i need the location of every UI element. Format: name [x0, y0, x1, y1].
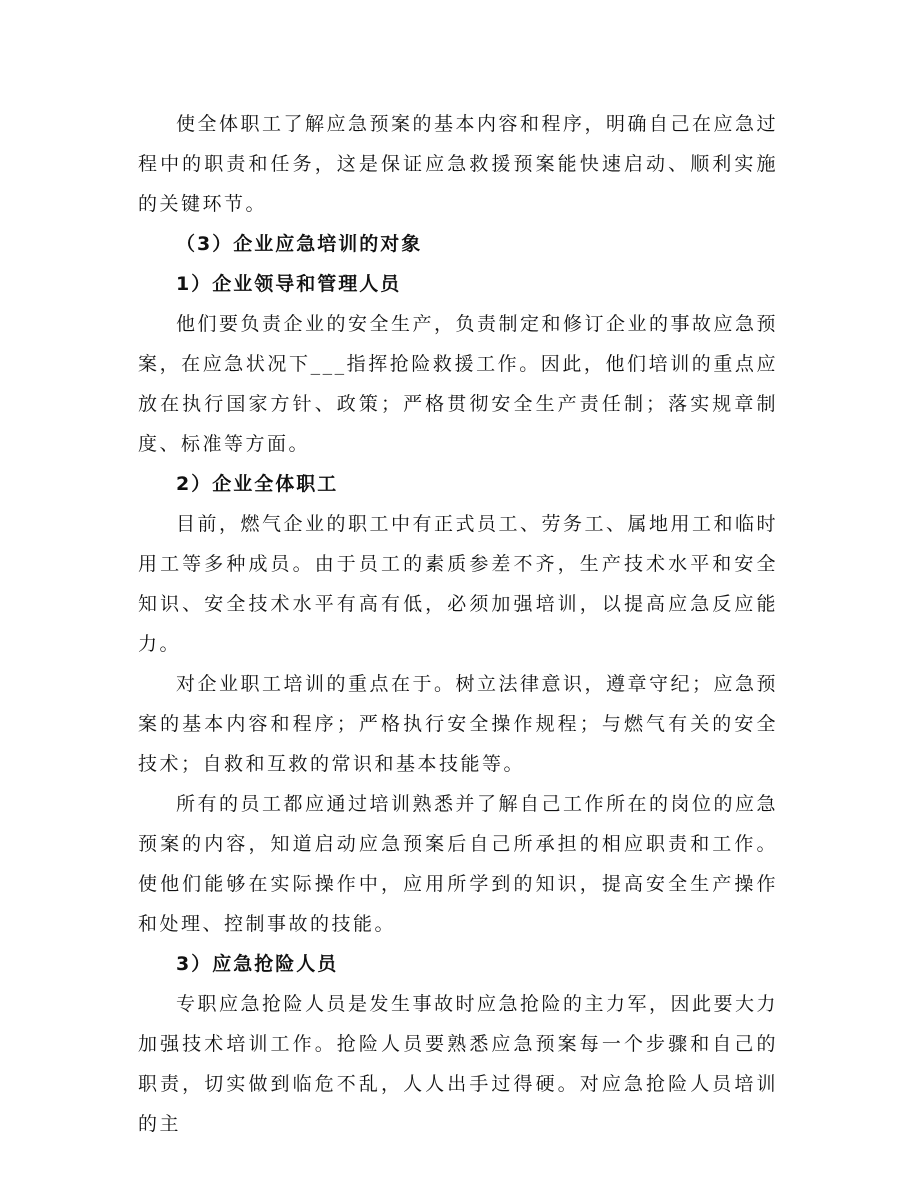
subheading-all-staff: 2）企业全体职工	[176, 473, 339, 495]
paragraph-staff-familiarization: 所有的员工都应通过培训熟悉并了解自己工作所在的岗位的应急预案的内容，知道启动应急预案后自己所承担的相应职责和工作。使他们能够在实际操作中，应用所学到的知识，提高安全生产操作和处理、控制事故的技能。	[138, 793, 779, 935]
document-body	[138, 104, 778, 1144]
paragraph-intro-continuation: 使全体职工了解应急预案的基本内容和程序，明确自己在应急过程中的职责和任务，这是保证应急救援预案能快速启动、顺利实施的关键环节。	[138, 113, 779, 215]
section-heading-training-targets: （3）企业应急培训的对象	[176, 233, 423, 255]
paragraph-staff-composition: 目前，燃气企业的职工中有正式员工、劳务工、属地用工和临时用工等多种成员。由于员工的素质参差不齐，生产技术水平和安全知识、安全技术水平有高有低，必须加强培训，以提高应急反应能力。	[138, 513, 779, 655]
paragraph-rescue-staff: 专职应急抢险人员是发生事故时应急抢险的主力军，因此要大力加强技术培训工作。抢险人员要熟悉应急预案每一个步骤和自己的职责，切实做到临危不乱，人人出手过得硬。对应急抢险人员培训的主	[138, 993, 779, 1135]
paragraph-leaders-managers: 他们要负责企业的安全生产，负责制定和修订企业的事故应急预案，在应急状况下___指挥抢险救援工作。因此，他们培训的重点应放在执行国家方针、政策；严格贯彻安全生产责任制；落实规章制度、标准等方面。	[138, 313, 779, 455]
subheading-emergency-rescue-staff: 3）应急抢险人员	[176, 953, 339, 975]
paragraph-staff-training-focus: 对企业职工培训的重点在于。树立法律意识，遵章守纪；应急预案的基本内容和程序；严格执行安全操作规程；与燃气有关的安全技术；自救和互救的常识和基本技能等。	[138, 673, 779, 775]
subheading-leaders-managers: 1）企业领导和管理人员	[176, 273, 402, 295]
